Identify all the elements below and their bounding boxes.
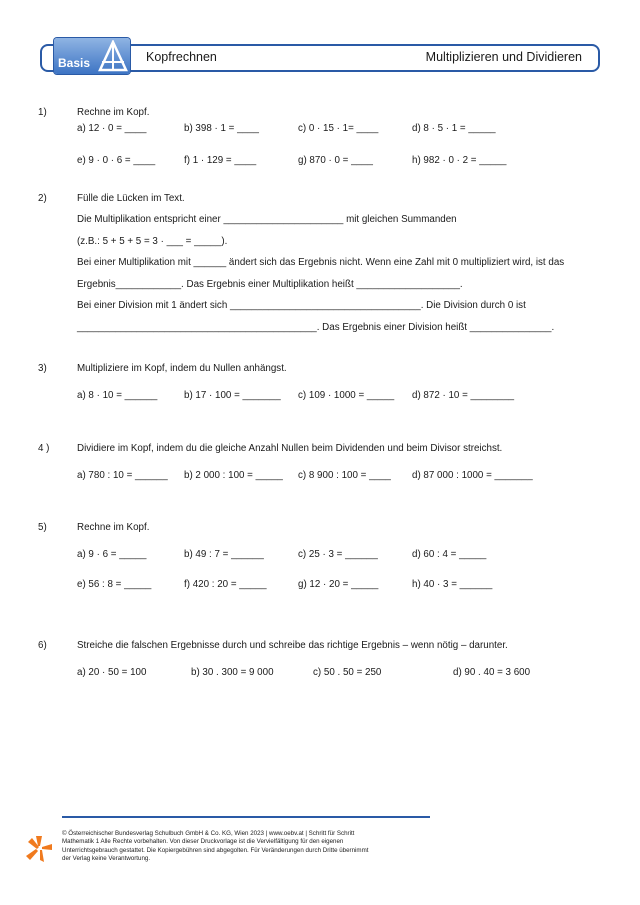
footer-line: © Österreichischer Bundesverlag Schulbuch GmbH & Co. KG, Wien 2023 | www.oebv.at | Schritt für Schritt xyxy=(62,830,355,837)
exercise-item: b) 30 . 300 = 9 000 xyxy=(191,667,274,678)
exercise-row xyxy=(77,579,492,590)
footer-divider xyxy=(62,816,430,818)
exercise-item: d) 90 . 40 = 3 600 xyxy=(453,667,531,678)
exercise-item: g) 870 · 0 = ____ xyxy=(298,155,373,166)
exercise-row xyxy=(77,390,514,401)
task-instruction: Streiche die falschen Ergebnisse durch und schreibe das richtige Ergebnis – wenn nötig – darunter. xyxy=(77,640,508,651)
basis-logo xyxy=(54,38,130,74)
task-4 xyxy=(38,443,533,481)
exercise-item: e) 56 : 8 = _____ xyxy=(77,579,152,590)
exercise-item: a) 20 · 50 = 100 xyxy=(77,667,147,678)
exercise-item: c) 8 900 : 100 = ____ xyxy=(298,470,391,481)
task-number: 2) xyxy=(38,193,47,204)
task-2 xyxy=(38,193,564,343)
footer-line: Unterrichtsgebrauch gestattet. Die Kopiergebühren sind abgegolten. Für Veränderungen durch Dritte übernimmt xyxy=(62,846,369,854)
task-instruction: Rechne im Kopf. xyxy=(77,107,150,118)
exercise-item: c) 25 · 3 = ______ xyxy=(298,549,378,560)
exercise-item: b) 17 · 100 = _______ xyxy=(184,390,281,401)
task-number: 5) xyxy=(38,522,47,533)
exercise-item: e) 9 · 0 · 6 = ____ xyxy=(77,155,156,166)
exercise-item: d) 60 : 4 = _____ xyxy=(412,549,487,560)
footer-line: Mathematik 1 Alle Rechte vorbehalten. Von dieser Druckvorlage ist die Vervielfältigung für den eigenen xyxy=(62,838,344,846)
exercise-row xyxy=(77,549,492,560)
exercise-item: d) 87 000 : 1000 = _______ xyxy=(412,470,533,481)
exercise-item: h) 982 · 0 · 2 = _____ xyxy=(412,155,507,166)
exercise-row xyxy=(77,470,533,481)
basis-logo-text: Basis xyxy=(58,56,91,70)
task-6 xyxy=(38,640,530,678)
exercise-item: d) 872 · 10 = ________ xyxy=(412,390,515,401)
exercise-item: c) 0 · 15 · 1= ____ xyxy=(298,123,379,134)
triangle-icon xyxy=(98,40,128,72)
header-title-left: Kopfrechnen xyxy=(146,50,217,64)
exercise-item: g) 12 · 20 = _____ xyxy=(298,579,379,590)
task-1 xyxy=(38,107,507,166)
text-line: Ergebnis____________. Das Ergebnis einer Multiplikation heißt ___________________. xyxy=(77,278,463,290)
exercise-item: a) 12 · 0 = ____ xyxy=(77,123,147,134)
text-line: Die Multiplikation entspricht einer ______________________ mit gleichen Summanden xyxy=(77,214,457,225)
task-instruction: Rechne im Kopf. xyxy=(77,522,150,533)
publisher-star-icon xyxy=(26,836,52,862)
task-instruction: Dividiere im Kopf, indem du die gleiche Anzahl Nullen beim Dividenden und beim Divisor streichst. xyxy=(77,443,503,454)
exercise-item: f) 420 : 20 = _____ xyxy=(184,579,267,590)
exercise-item: b) 2 000 : 100 = _____ xyxy=(184,470,283,481)
exercise-item: c) 109 · 1000 = _____ xyxy=(298,390,395,401)
exercise-item: c) 50 . 50 = 250 xyxy=(313,667,382,678)
exercise-row xyxy=(77,667,530,678)
exercise-item: f) 1 · 129 = ____ xyxy=(184,155,257,166)
footer-line: der Verlag keine Verantwortung. xyxy=(62,855,151,863)
exercise-item: b) 49 : 7 = ______ xyxy=(184,549,264,560)
exercise-item: a) 8 · 10 = ______ xyxy=(77,390,158,401)
task-number: 6) xyxy=(38,640,47,651)
text-line: Bei einer Multiplikation mit ______ ändert sich das Ergebnis nicht. Wenn eine Zahl mit 0 multipliziert wird, ist das xyxy=(77,257,565,268)
task-instruction: Multipliziere im Kopf, indem du Nullen anhängst. xyxy=(77,363,287,374)
exercise-item: a) 9 · 6 = _____ xyxy=(77,549,147,560)
exercise-item: d) 8 · 5 · 1 = _____ xyxy=(412,123,496,134)
footer-copyright xyxy=(62,830,432,864)
task-5 xyxy=(38,522,492,590)
task-number: 4 ) xyxy=(38,443,50,454)
text-line: Bei einer Division mit 1 ändert sich ___________________________________. Die Division durch 0 ist xyxy=(77,300,526,311)
text-line: (z.B.: 5 + 5 + 5 = 3 · ___ = _____). xyxy=(77,235,228,247)
exercise-row xyxy=(77,155,507,166)
task-number: 1) xyxy=(38,107,47,118)
header-title-right: Multiplizieren und Dividieren xyxy=(425,50,582,64)
task-instruction: Fülle die Lücken im Text. xyxy=(77,193,185,204)
task-3 xyxy=(38,363,514,401)
exercise-item: a) 780 : 10 = ______ xyxy=(77,470,168,481)
exercise-item: h) 40 · 3 = ______ xyxy=(412,579,493,590)
task-number: 3) xyxy=(38,363,47,374)
exercise-row xyxy=(77,123,507,134)
text-line: ____________________________________________. Das Ergebnis einer Division heißt _______________. xyxy=(77,321,555,333)
exercise-item: b) 398 · 1 = ____ xyxy=(184,123,259,134)
